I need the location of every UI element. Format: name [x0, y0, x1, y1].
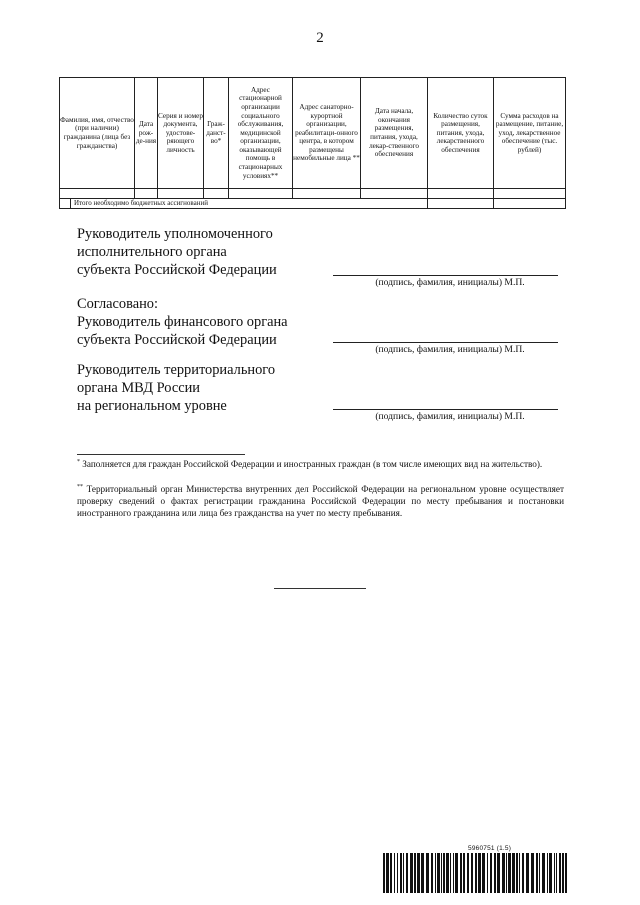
- signatory-line: Согласовано:: [77, 296, 159, 312]
- total-label: Итого необходимо бюджетных ассигнований: [71, 199, 428, 209]
- column-header-inpatient-address: Адрес стационарной организации социального обслуживания, медицинской организации, оказывающей помощь в стационарных условиях**: [229, 78, 293, 189]
- signatory-line: на региональном уровне: [77, 398, 227, 414]
- table-cell: [135, 189, 158, 199]
- column-header-days-count: Количество суток размещения, питания, ухода, лекарственного обеспечения: [428, 78, 494, 189]
- footnote-separator: [77, 454, 245, 455]
- column-header-full-name: Фамилия, имя, отчество (при наличии) гражданина (лица без гражданства): [60, 78, 135, 189]
- footnote-citizenship: [77, 458, 564, 470]
- column-header-citizenship: Граж-данст-во*: [204, 78, 229, 189]
- table-cell: [204, 189, 229, 199]
- budget-allocation-table: [59, 77, 566, 209]
- signatory-authorized-body: [77, 225, 277, 279]
- signature-line: [333, 409, 558, 410]
- signature-caption: (подпись, фамилия, инициалы) М.П.: [375, 344, 525, 355]
- page-number: 2: [316, 30, 324, 46]
- signatory-line: органа МВД России: [77, 380, 201, 396]
- column-header-sanatorium-address: Адрес санаторно-курортной организации, реабилитаци-онного центра, в котором размещены немобильные лица **: [293, 78, 361, 189]
- column-header-dates: Дата начала, окончания размещения, питания, ухода, лекар-ственного обеспечения: [361, 78, 428, 189]
- table-cell: [293, 189, 361, 199]
- barcode-number: 5960751 (1.5): [468, 845, 512, 852]
- table-cell: [494, 189, 566, 199]
- signature-line: [333, 275, 558, 276]
- signatory-line: Руководитель территориального: [77, 362, 276, 378]
- signatory-financial-body: [77, 295, 288, 349]
- table-header-row: [60, 78, 566, 189]
- table-cell: [428, 189, 494, 199]
- signature-caption: (подпись, фамилия, инициалы) М.П.: [375, 277, 525, 288]
- signatory-line: исполнительного органа: [77, 244, 227, 260]
- table-row: [60, 189, 566, 199]
- table-cell: [229, 189, 293, 199]
- signature-line: [333, 342, 558, 343]
- total-amount-cell: [494, 199, 566, 209]
- signatory-line: субъекта Российской Федерации: [77, 332, 277, 348]
- signatory-line: Руководитель уполномоченного: [77, 226, 273, 242]
- footnote-text: Территориальный орган Министерства внутренних дел Российской Федерации на региональном уровне осуществляет проверку сведений о фактах регистрации гражданина Российской Федерации по месту пребывания и постановки иностранного гражданина или лица без гражданства на учет по месту пребывания.: [77, 484, 565, 518]
- table-total-row: [60, 199, 566, 209]
- table-cell: [60, 189, 135, 199]
- table-cell: [60, 199, 71, 209]
- barcode-icon: [383, 853, 569, 893]
- signatory-mvd-body: [77, 361, 275, 415]
- column-header-id-document: Серия и номер документа, удостове-ряющего личность: [158, 78, 204, 189]
- footnote-mvd-verification: [77, 483, 564, 519]
- column-header-expense-sum: Сумма расходов на размещение, питание, уход, лекарственное обеспечение (тыс. рублей): [494, 78, 566, 189]
- footnote-mark: **: [77, 483, 83, 490]
- table-cell: [158, 189, 204, 199]
- signatory-line: субъекта Российской Федерации: [77, 262, 277, 278]
- signature-caption: (подпись, фамилия, инициалы) М.П.: [375, 411, 525, 422]
- end-separator: [274, 588, 366, 589]
- footnote-mark: *: [77, 458, 80, 465]
- table-cell: [361, 189, 428, 199]
- footnote-text: Заполняется для граждан Российской Федерации и иностранных граждан (в том числе имеющих вид на жительство).: [82, 459, 543, 469]
- signatory-line: Руководитель финансового органа: [77, 314, 288, 330]
- table-cell: [428, 199, 494, 209]
- column-header-birth-date: Дата рож-де-ния: [135, 78, 158, 189]
